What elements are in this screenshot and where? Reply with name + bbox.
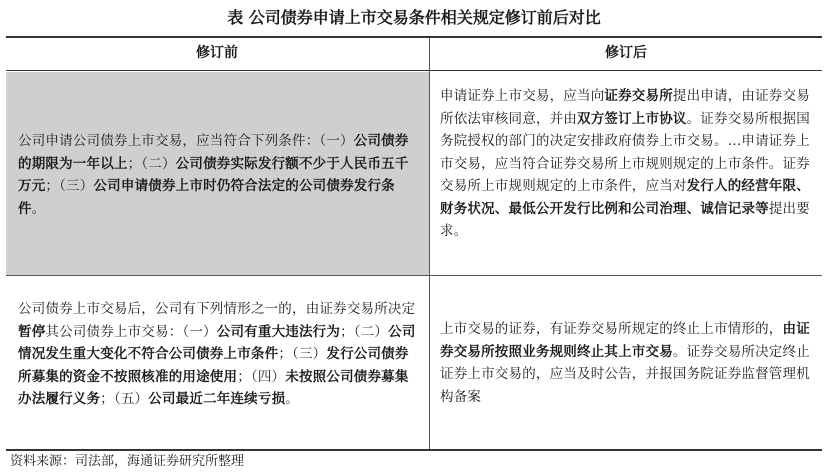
source-note: 资料来源：司法部，海通证券研究所整理	[10, 454, 245, 469]
body-text: 上市交易的证券，有证券交易所规定的终止上市情形的，	[440, 321, 783, 337]
cell-row2-after	[440, 318, 816, 408]
table-title: 表 公司债券申请上市交易条件相关规定修订前后对比	[227, 8, 601, 27]
column-divider	[429, 38, 430, 450]
body-text: ；（三）	[278, 346, 327, 362]
emphasis-text: 发行人的经营年限、财务状况、最低公开发行比例和公司治理、诚信记录等	[440, 178, 810, 217]
emphasis-text: 由证券交易所按照业务规则终止其上市交易	[440, 321, 810, 360]
body-text: 其公司债券上市交易：（一）	[45, 323, 217, 340]
body-text: 提出要求。	[440, 200, 810, 239]
body-text: 公司申请公司债券上市交易，应当符合下列条件：（一）	[18, 133, 354, 149]
cell-row1-before	[18, 130, 422, 220]
emphasis-text: 公司最近二年连续亏损	[148, 391, 286, 407]
body-text: 提出申请，由证券交易所依法审核同意，并由	[440, 88, 810, 127]
cell-row1-after	[440, 85, 816, 243]
emphasis-text: 公司申请债券上市时仍符合法定的公司债券发行条件	[18, 178, 395, 217]
body-text: ；（三）	[45, 178, 94, 194]
body-text: ；（五）	[100, 391, 149, 407]
emphasis-text: 证券交易所	[604, 88, 673, 104]
body-text: 。证券交易所根据国务院授权的部门的决定安排政府债券上市交易。…申请证券上市交易，应当符合证券交易所上市规则规定的上市条件。证券交易所上市规则规定的上市条件，应当对	[440, 110, 810, 194]
row-divider	[6, 275, 822, 276]
header-before: 修订前	[196, 45, 238, 61]
header-after: 修订后	[605, 45, 647, 61]
body-text: 申请证券上市交易，应当向	[440, 88, 605, 104]
emphasis-text: 双方签订上市协议	[577, 110, 687, 127]
emphasis-text: 公司有重大违法行为	[216, 323, 341, 340]
header-rule	[6, 70, 822, 71]
emphasis-text: 公司债券实际发行额不少于人民币五千万元	[18, 155, 409, 194]
body-text: 公司债券上市交易后，公司有下列情形之一的，由证券交易所决定	[18, 301, 416, 317]
body-text: ；（二）	[127, 155, 176, 172]
cell-row2-before	[18, 298, 422, 411]
body-text: ；（四）	[237, 368, 286, 385]
body-text: 。	[31, 200, 46, 217]
body-text: ；（二）	[340, 323, 389, 340]
emphasis-text: 公司债券的期限为一年以上	[18, 133, 409, 172]
body-text: 。	[285, 391, 299, 407]
emphasis-text: 暂停	[18, 323, 46, 340]
bottom-rule	[6, 449, 822, 451]
emphasis-text: 公司情况发生重大变化不符合公司债券上市条件	[18, 323, 416, 362]
emphasis-text: 未按照公司债券募集办法履行义务	[18, 368, 409, 407]
body-text: 。证券交易所决定终止证券上市交易的，应当及时公告，并报国务院证券监督管理机构备案	[440, 343, 810, 405]
emphasis-text: 发行公司债券所募集的资金不按照核准的用途使用	[18, 346, 409, 385]
